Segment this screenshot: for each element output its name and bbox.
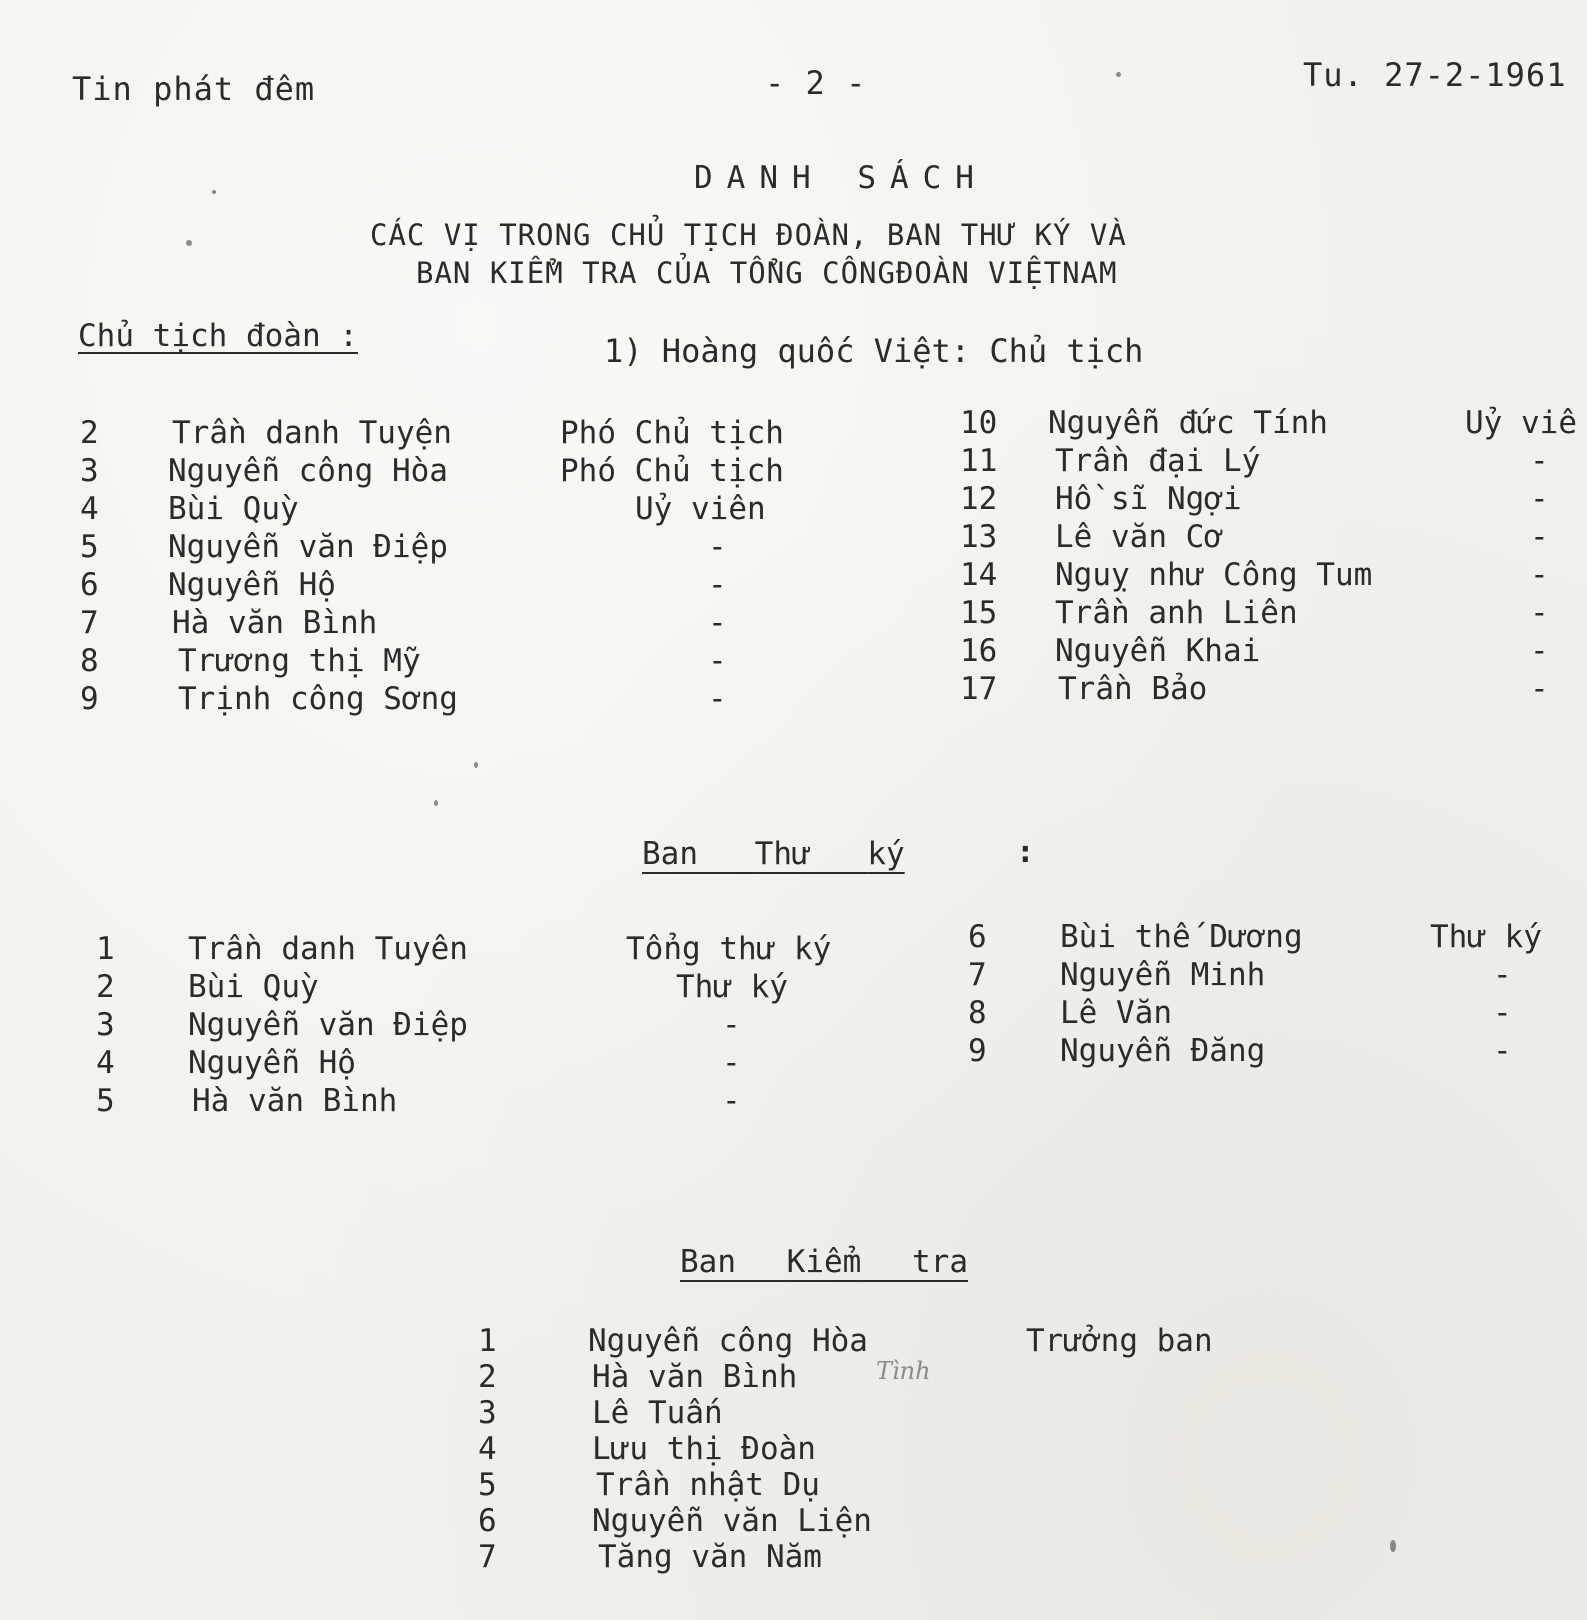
item-number: 5: [96, 1083, 115, 1119]
item-number: 12: [960, 481, 998, 517]
item-number: 2: [478, 1359, 497, 1395]
item-name: Trịnh công Sơng: [178, 681, 458, 717]
item-name: Trần nhật Dụ: [596, 1467, 820, 1503]
item-number: 13: [960, 519, 998, 555]
inspection-heading-word: Kiểm: [786, 1244, 862, 1280]
item-role: Uỷ viên: [635, 491, 766, 527]
item-number: 9: [968, 1033, 987, 1069]
item-name: Trương thị Mỹ: [178, 643, 421, 679]
item-role: -: [708, 681, 727, 717]
item-name: Nguyễn văn Liện: [592, 1503, 872, 1539]
item-number: 4: [80, 491, 99, 527]
inspection-heading-word: Ban: [680, 1244, 736, 1280]
secretariat-heading: [642, 836, 905, 872]
item-number: 5: [80, 529, 99, 565]
list-item: [968, 918, 1568, 956]
item-role: -: [1530, 633, 1549, 669]
document-subtitle-line2: BAN KIỂM TRA CỦA TỔNG CÔNGĐOÀN VIỆTNAM: [416, 256, 1118, 290]
item-number: 17: [960, 671, 998, 707]
item-name: Lê văn Cơ: [1055, 519, 1223, 555]
paper-speck: [1116, 72, 1121, 77]
list-item: [960, 442, 1587, 480]
item-name: Nguyễn Hộ: [188, 1045, 356, 1081]
list-item: [968, 994, 1568, 1032]
item-number: 4: [478, 1431, 497, 1467]
item-number: 3: [96, 1007, 115, 1043]
item-name: Lưu thị Đoàn: [592, 1431, 816, 1467]
item-number: 6: [968, 919, 987, 955]
item-name: Nguyễn Đăng: [1060, 1033, 1266, 1069]
item-name: Tăng văn Năm: [598, 1539, 822, 1575]
item-name: Trần đại Lý: [1055, 443, 1261, 479]
item-role: -: [722, 1007, 741, 1043]
list-item: [960, 632, 1587, 670]
item-role: -: [708, 643, 727, 679]
item-name: Hồ sĩ Ngợi: [1055, 481, 1242, 517]
item-name: Bùi thế Dương: [1060, 919, 1303, 955]
list-item: [478, 1502, 1278, 1540]
item-role: -: [1530, 595, 1549, 631]
document-subtitle-line1: CÁC VỊ TRONG CHỦ TỊCH ĐOÀN, BAN THƯ KÝ VÀ: [370, 218, 1127, 252]
list-item: [960, 480, 1587, 518]
secretariat-left-list: [96, 930, 896, 1130]
item-number: 5: [478, 1467, 497, 1503]
item-name: Trần anh Liên: [1055, 595, 1298, 631]
list-item: [80, 680, 860, 718]
item-role: -: [1530, 443, 1549, 479]
item-name: Bùi Quỳ: [188, 969, 319, 1005]
inspection-heading: [680, 1244, 968, 1280]
item-number: 3: [478, 1395, 497, 1431]
secretariat-heading-word: Thư: [754, 836, 811, 872]
header-date: Tu. 27-2-1961: [1303, 56, 1567, 94]
document-title: DANH SÁCH: [694, 160, 988, 196]
item-role: -: [722, 1083, 741, 1119]
page-number: - 2 -: [765, 64, 867, 102]
item-name: Trần danh Tuyên: [188, 931, 468, 967]
item-role: -: [708, 567, 727, 603]
item-role: -: [708, 529, 727, 565]
item-role: Phó Chủ tịch: [560, 453, 784, 489]
item-name: Trần danh Tuyện: [172, 415, 452, 451]
list-item: [960, 518, 1587, 556]
item-name: Nguyễn Hộ: [168, 567, 336, 603]
item-number: 8: [968, 995, 987, 1031]
item-role: -: [1530, 557, 1549, 593]
list-item: [960, 556, 1587, 594]
item-role: -: [1493, 957, 1512, 993]
list-item: [478, 1430, 1278, 1468]
list-item: [960, 670, 1587, 708]
item-number: 1: [478, 1323, 497, 1359]
item-role: -: [1493, 995, 1512, 1031]
secretariat-heading-word: ký: [867, 836, 905, 872]
list-item: [960, 594, 1587, 632]
item-name: Hà văn Bình: [192, 1083, 398, 1119]
list-item: [80, 604, 860, 642]
list-item: [80, 566, 860, 604]
list-item: [968, 956, 1568, 994]
list-item: [96, 1006, 896, 1044]
item-role: -: [1530, 481, 1549, 517]
item-number: 2: [96, 969, 115, 1005]
list-item: [478, 1466, 1278, 1504]
item-name: Nguyễn Khai: [1055, 633, 1261, 669]
item-role: -: [708, 605, 727, 641]
item-number: 16: [960, 633, 998, 669]
item-number: 9: [80, 681, 99, 717]
item-role: Trưởng ban: [1026, 1323, 1213, 1359]
list-item: [96, 930, 896, 968]
item-role: -: [1530, 671, 1549, 707]
item-name: Nguyễn văn Điệp: [188, 1007, 468, 1043]
list-item: [96, 1082, 896, 1120]
item-role: Tổng thư ký: [626, 931, 832, 967]
item-number: 11: [960, 443, 998, 479]
list-item: [96, 968, 896, 1006]
paper-speck: [212, 190, 216, 194]
presidium-left-list: [80, 414, 860, 724]
item-role: Uỷ viê: [1465, 405, 1577, 441]
item-number: 6: [80, 567, 99, 603]
item-number: 10: [960, 405, 998, 441]
item-name: Lê Văn: [1060, 995, 1172, 1031]
item-name: Nguyễn Minh: [1060, 957, 1266, 993]
item-role: Phó Chủ tịch: [560, 415, 784, 451]
item-role: -: [1530, 519, 1549, 555]
item-name: Bùi Quỳ: [168, 491, 299, 527]
presidium-right-list: [960, 404, 1587, 714]
list-item: [80, 414, 860, 452]
list-item: [968, 1032, 1568, 1070]
item-name: Nguyễn công Hòa: [168, 453, 448, 489]
list-item: [960, 404, 1587, 442]
item-name: Nguyễn đức Tính: [1048, 405, 1328, 441]
paper-speck: [1390, 1540, 1396, 1552]
list-item: [80, 642, 860, 680]
item-number: 15: [960, 595, 998, 631]
presidium-chair: 1) Hoàng quốc Việt: Chủ tịch: [604, 332, 1144, 370]
paper-speck: [474, 762, 478, 768]
item-name: Hà văn Bình: [172, 605, 378, 641]
handwritten-note: Tình: [876, 1357, 931, 1385]
paper-speck: [434, 800, 438, 806]
secretariat-colon: :: [1016, 834, 1035, 870]
list-item: [478, 1358, 1278, 1396]
inspection-list: [478, 1322, 1278, 1602]
inspection-heading-word: tra: [912, 1244, 968, 1280]
item-number: 7: [968, 957, 987, 993]
item-number: 7: [80, 605, 99, 641]
item-number: 3: [80, 453, 99, 489]
list-item: [80, 528, 860, 566]
item-name: Nguỵ như Công Tum: [1055, 557, 1373, 593]
item-role: Thư ký: [676, 969, 788, 1005]
item-role: Thư ký: [1430, 919, 1542, 955]
item-name: Nguyễn văn Điệp: [168, 529, 448, 565]
item-name: Nguyễn công Hòa: [588, 1323, 868, 1359]
item-number: 2: [80, 415, 99, 451]
secretariat-right-list: [968, 918, 1568, 1088]
item-name: Hà văn Bình: [592, 1359, 798, 1395]
item-number: 14: [960, 557, 998, 593]
list-item: [478, 1538, 1278, 1576]
paper-speck: [186, 240, 192, 246]
list-item: [478, 1394, 1278, 1432]
item-number: 7: [478, 1539, 497, 1575]
item-number: 1: [96, 931, 115, 967]
presidium-heading: Chủ tịch đoàn :: [78, 318, 358, 354]
list-item: [80, 490, 860, 528]
item-number: 6: [478, 1503, 497, 1539]
list-item: [96, 1044, 896, 1082]
item-number: 8: [80, 643, 99, 679]
item-role: -: [1493, 1033, 1512, 1069]
list-item: [80, 452, 860, 490]
secretariat-heading-word: Ban: [642, 836, 698, 872]
item-name: Trần Bảo: [1058, 671, 1208, 707]
item-role: -: [722, 1045, 741, 1081]
header-left: Tin phát đêm: [72, 70, 316, 108]
item-number: 4: [96, 1045, 115, 1081]
item-name: Lê Tuấn: [592, 1395, 723, 1431]
